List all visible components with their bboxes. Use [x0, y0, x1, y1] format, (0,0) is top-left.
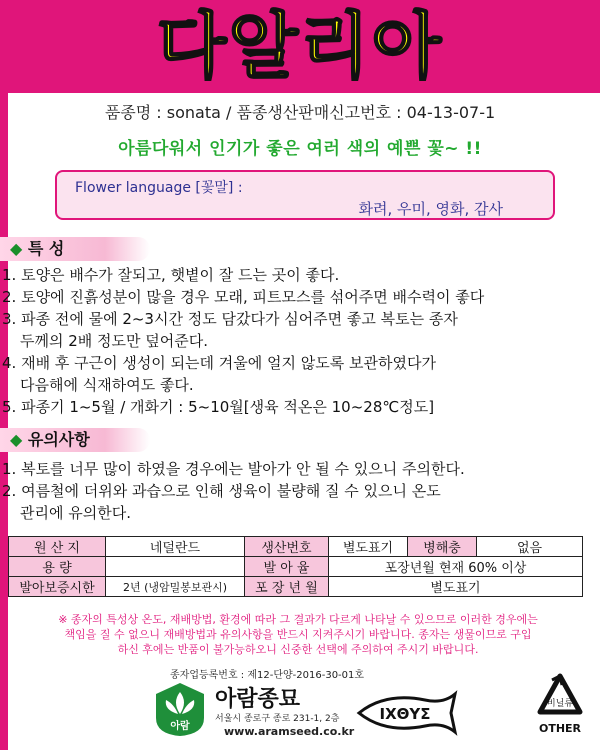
list-item: 다음해에 식재하여도 좋다.	[20, 376, 194, 394]
list-item: 2. 토양에 진흙성분이 많을 경우 모래, 피트모스를 섞어주면 배수력이 좋다	[2, 288, 485, 306]
ichthys-fish-icon	[355, 690, 465, 736]
diamond-bullet-icon: ◆	[10, 239, 23, 258]
svg-text:비닐류: 비닐류	[546, 699, 574, 709]
use-key: 용 량	[9, 557, 106, 577]
recycle-mark-icon	[530, 672, 590, 738]
germ-value: 포장년월 현재 60% 이상	[329, 557, 583, 577]
guarantee-value: 2년 (냉암밀봉보관시)	[106, 577, 245, 597]
list-item: 1. 복토를 너무 많이 하였을 경우에는 발아가 안 될 수 있으니 주의한다.	[2, 460, 465, 478]
svg-text:아람: 아람	[170, 721, 190, 732]
slogan: 아름다워서 인기가 좋은 여러 색의 예쁜 꽃~ !!	[118, 139, 482, 159]
svg-text:ΙΧΘΥΣ: ΙΧΘΥΣ	[379, 705, 431, 723]
guarantee-key: 발아보증시한	[9, 577, 106, 597]
pest-key: 병해충	[408, 537, 477, 557]
list-item: 5. 파종기 1~5월 / 개화기 : 5~10월[생육 적온은 10~28℃정도]	[2, 398, 435, 416]
pack-key: 포 장 년 월	[245, 577, 329, 597]
use-value	[106, 557, 245, 577]
flower-language-label: Flower language [꽃말] :	[75, 180, 243, 196]
spec-table	[8, 536, 583, 597]
list-item: 관리에 유의한다.	[20, 504, 131, 522]
note-line: 책임을 질 수 없으니 재배방법과 유의사항을 반드시 지켜주시기 바랍니다. 종자는 생물이므로 구입	[64, 628, 532, 641]
note-line: 하신 후에는 반품이 불가능하오니 신중한 선택에 주의하여 주시기 바랍니다.	[117, 643, 479, 656]
table-row	[9, 537, 583, 557]
cautions-heading-bar	[0, 428, 150, 452]
registration-number: 종자업등록번호 : 제12-단양-2016-30-01호	[170, 670, 365, 681]
list-item: 두께의 2배 정도만 덮어준다.	[20, 332, 209, 350]
flower-language-box	[55, 170, 555, 220]
origin-value: 네덜란드	[106, 537, 245, 557]
table-row	[9, 577, 583, 597]
disclaimer-note	[8, 612, 588, 657]
characteristics-list	[2, 264, 484, 418]
product-title: 다알리아	[156, 4, 444, 88]
table-row	[9, 557, 583, 577]
flower-language-meaning: 화려, 우미, 영화, 감사	[358, 200, 503, 218]
company-website: www.aramseed.co.kr	[224, 725, 355, 738]
pest-value: 없음	[477, 537, 583, 557]
list-item: 4. 재배 후 구근이 생성이 되는데 겨울에 얼지 않도록 보관하였다가	[2, 354, 436, 372]
characteristics-heading: ◆ 특 성	[10, 239, 65, 258]
company-name: 아람종묘	[215, 687, 301, 712]
company-logo-icon	[150, 680, 210, 738]
pack-value: 별도표기	[329, 577, 583, 597]
germ-key: 발 아 율	[245, 557, 329, 577]
prod-value: 별도표기	[329, 537, 408, 557]
list-item: 3. 파종 전에 물에 2~3시간 정도 담갔다가 심어주면 좋고 복토는 종자	[2, 310, 458, 328]
left-pink-edge	[0, 93, 8, 750]
variety-line: 품종명 : sonata / 품종생산판매신고번호 : 04-13-07-1	[104, 103, 496, 122]
prod-key: 생산번호	[245, 537, 329, 557]
note-line: ※ 종자의 특성상 온도, 재배방법, 환경에 따라 그 결과가 다르게 나타날 수 있으므로 이러한 경우에는	[58, 613, 538, 626]
characteristics-heading-bar	[0, 237, 150, 261]
origin-key: 원 산 지	[9, 537, 106, 557]
list-item: 2. 여름철에 더위와 과습으로 인해 생육이 불량해 질 수 있으니 온도	[2, 482, 441, 500]
diamond-bullet-icon: ◆	[10, 430, 23, 449]
svg-text:OTHER: OTHER	[538, 722, 582, 735]
company-address: 서울시 종로구 종로 231-1, 2층	[215, 714, 340, 724]
cautions-list	[2, 458, 465, 524]
list-item: 1. 토양은 배수가 잘되고, 햇볕이 잘 드는 곳이 좋다.	[2, 266, 340, 284]
cautions-heading: ◆ 유의사항	[10, 430, 90, 449]
